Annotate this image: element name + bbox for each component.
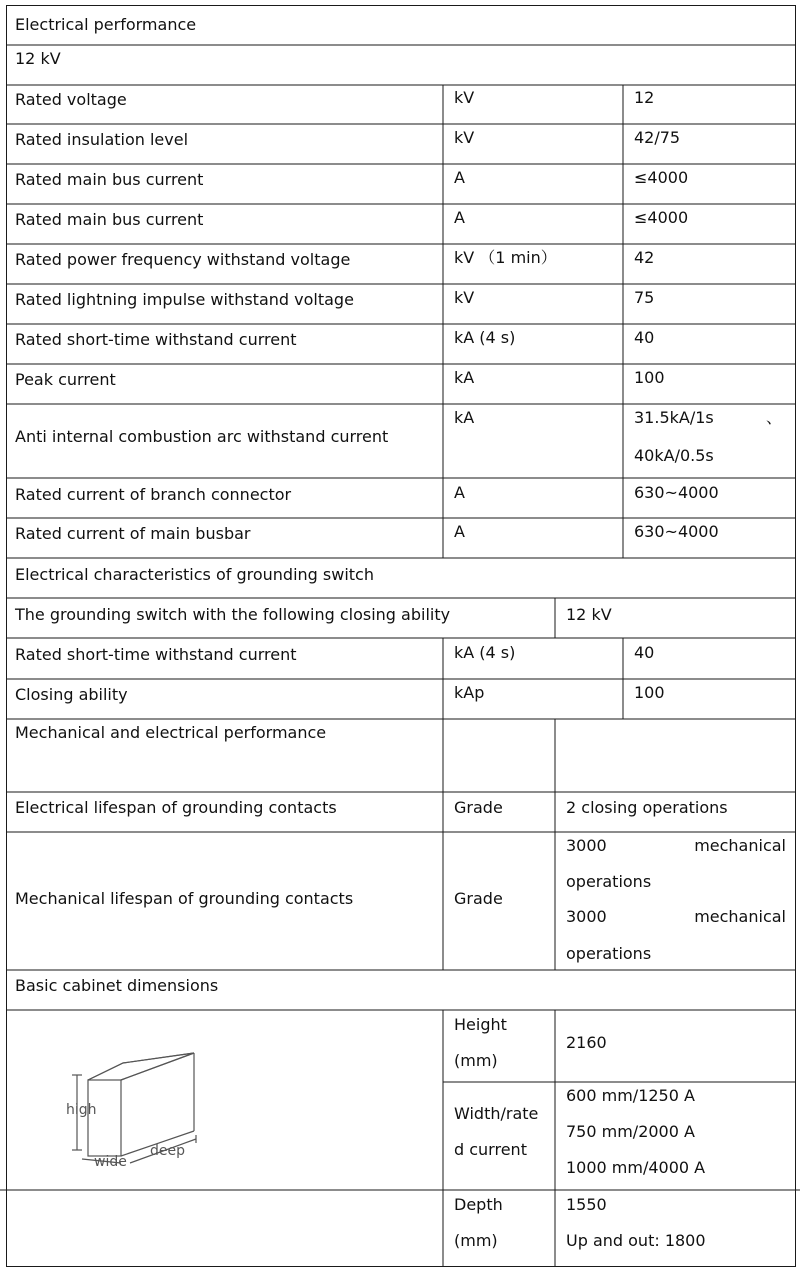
value-cell: 100 xyxy=(634,683,665,702)
unit-cell: kV xyxy=(454,288,475,307)
unit-cell: kA (4 s) xyxy=(454,328,516,347)
width-value: 1000 mm/4000 A xyxy=(566,1158,706,1177)
value-cell: 12 xyxy=(634,88,655,107)
unit-cell: kV xyxy=(454,128,475,147)
height-unit: (mm) xyxy=(454,1051,498,1070)
grounding-intro-label: The grounding switch with the following closing ability xyxy=(15,605,451,624)
value-part: operations xyxy=(566,944,652,963)
unit-cell: A xyxy=(454,168,465,187)
param-cell: Rated power frequency withstand voltage xyxy=(15,250,351,269)
width-value: 750 mm/2000 A xyxy=(566,1122,695,1141)
depth-value: 1550 xyxy=(566,1195,607,1214)
param-cell: Rated current of main busbar xyxy=(15,524,251,543)
param-cell: Peak current xyxy=(15,370,116,389)
unit-cell: kA (4 s) xyxy=(454,643,516,662)
section-electrical-performance: Electrical performance xyxy=(15,15,197,34)
width-value: 600 mm/1250 A xyxy=(566,1086,695,1105)
value-part: 3000 xyxy=(566,836,607,855)
value-mark: 、 xyxy=(766,408,783,427)
depth-label: Depth xyxy=(454,1195,503,1214)
value-cell: 40 xyxy=(634,328,655,347)
height-value: 2160 xyxy=(566,1033,607,1052)
value-cell: 2 closing operations xyxy=(566,798,728,817)
unit-cell: kV xyxy=(454,88,475,107)
value-part: mechanical xyxy=(694,907,786,926)
unit-cell: Grade xyxy=(454,889,503,908)
unit-cell: kA xyxy=(454,368,475,387)
unit-cell: kA xyxy=(454,408,475,427)
unit-cell: A xyxy=(454,522,465,541)
unit-cell: A xyxy=(454,483,465,502)
diagram-label-deep: deep xyxy=(150,1143,185,1159)
value-cell: 100 xyxy=(634,368,665,387)
value-cell: 31.5kA/1s xyxy=(634,408,714,427)
param-cell: Closing ability xyxy=(15,685,128,704)
value-cell: 630~4000 xyxy=(634,522,719,541)
param-cell: Anti internal combustion arc withstand current xyxy=(15,427,389,446)
value-part: operations xyxy=(566,872,652,891)
width-label-cont: d current xyxy=(454,1140,527,1159)
value-cell: 630~4000 xyxy=(634,483,719,502)
value-cell: 40 xyxy=(634,643,655,662)
unit-cell: kAp xyxy=(454,683,485,702)
value-part: 3000 xyxy=(566,907,607,926)
section-dimensions: Basic cabinet dimensions xyxy=(15,976,219,995)
value-line xyxy=(566,836,786,856)
value-cell: 40kA/0.5s xyxy=(634,446,714,465)
grounding-intro-value: 12 kV xyxy=(566,605,612,624)
value-part: mechanical xyxy=(694,836,786,855)
value-cell: ≤4000 xyxy=(634,208,689,227)
unit-cell: A xyxy=(454,208,465,227)
value-cell: 75 xyxy=(634,288,655,307)
section-grounding: Electrical characteristics of grounding switch xyxy=(15,565,374,584)
value-line xyxy=(566,907,786,927)
value-cell: 42/75 xyxy=(634,128,681,147)
param-cell: Rated main bus current xyxy=(15,210,204,229)
param-cell: Mechanical lifespan of grounding contacts xyxy=(15,889,354,908)
param-cell: Rated short-time withstand current xyxy=(15,645,297,664)
width-label: Width/rate xyxy=(454,1104,539,1123)
height-label: Height xyxy=(454,1015,507,1034)
value-cell: 42 xyxy=(634,248,655,267)
depth-unit: (mm) xyxy=(454,1231,498,1250)
diagram-label-high: high xyxy=(66,1102,97,1118)
param-cell: Rated insulation level xyxy=(15,130,189,149)
param-cell: Rated main bus current xyxy=(15,170,204,189)
param-cell: Electrical lifespan of grounding contacts xyxy=(15,798,337,817)
param-cell: Rated lightning impulse withstand voltage xyxy=(15,290,354,309)
param-cell: Rated short-time withstand current xyxy=(15,330,297,349)
depth-value-up-and-out: Up and out: 1800 xyxy=(566,1231,706,1250)
value-cell: ≤4000 xyxy=(634,168,689,187)
voltage-class: 12 kV xyxy=(15,49,61,68)
unit-cell: Grade xyxy=(454,798,503,817)
param-cell: Rated voltage xyxy=(15,90,127,109)
unit-cell: kV （1 min） xyxy=(454,248,557,267)
diagram-label-wide: wide xyxy=(94,1154,127,1170)
section-mechanical: Mechanical and electrical performance xyxy=(15,723,327,742)
param-cell: Rated current of branch connector xyxy=(15,485,292,504)
